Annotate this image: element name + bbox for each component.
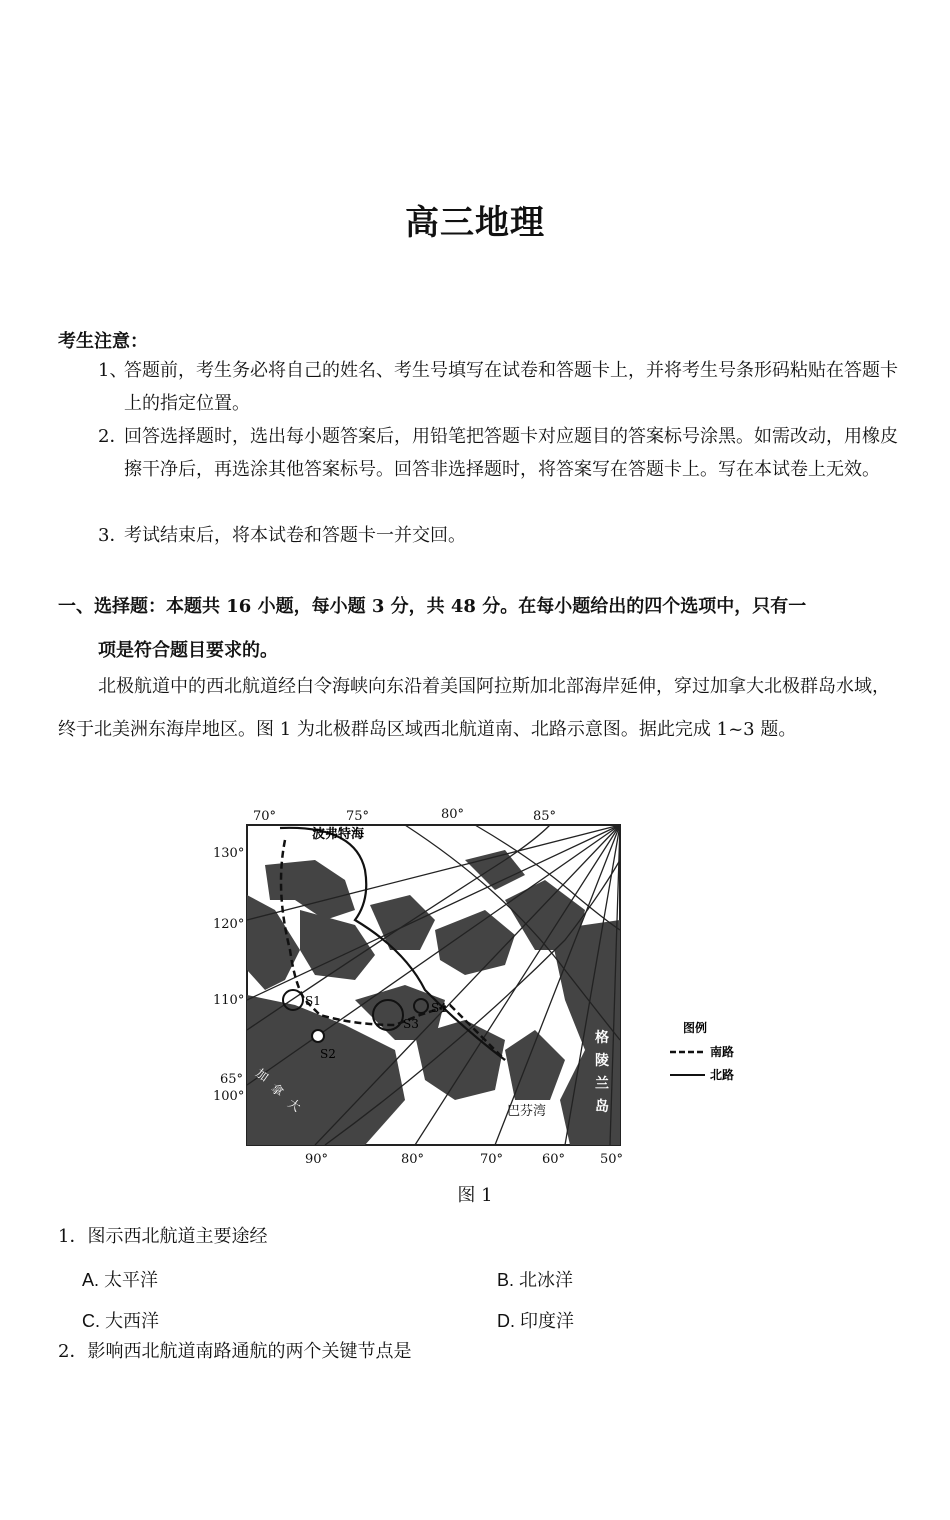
- svg-text:80°: 80°: [401, 1152, 425, 1167]
- notice-item-1: [98, 354, 898, 420]
- question-number: 2．: [58, 1341, 88, 1362]
- svg-text:100°: 100°: [213, 1089, 245, 1104]
- option-letter: C.: [82, 1311, 100, 1331]
- svg-text:80°: 80°: [441, 807, 465, 822]
- svg-text:60°: 60°: [542, 1152, 566, 1167]
- option-letter: D.: [497, 1311, 515, 1331]
- question-1-option-c[interactable]: [82, 1307, 159, 1333]
- question-1-option-d[interactable]: [497, 1307, 574, 1333]
- svg-text:85°: 85°: [533, 809, 557, 824]
- svg-text:陵: 陵: [595, 1053, 609, 1069]
- option-text: 北冰洋: [519, 1270, 574, 1291]
- svg-text:65°: 65°: [220, 1072, 244, 1087]
- map-legend: [670, 1020, 734, 1082]
- notice-item-text: 答题前，考生务必将自己的姓名、考生号填写在试卷和答题卡上，并将考生号条形码粘贴在答题卡上的指定位置。: [124, 360, 898, 414]
- option-letter: B.: [497, 1270, 515, 1290]
- svg-text:70°: 70°: [253, 809, 277, 824]
- svg-text:110°: 110°: [213, 993, 245, 1008]
- legend-title: 图例: [683, 1021, 708, 1035]
- svg-text:70°: 70°: [480, 1152, 504, 1167]
- notice-item-3: [98, 519, 898, 552]
- section-heading: [58, 585, 898, 673]
- section-heading-line-1: 一、选择题：本题共 16 小题，每小题 3 分，共 48 分。在每小题给出的四个选项中，只有一: [58, 596, 807, 617]
- svg-text:130°: 130°: [213, 846, 245, 861]
- node-label-s1: S1: [305, 994, 321, 1008]
- question-1-option-b[interactable]: [497, 1266, 573, 1292]
- notice-item-number: 1、: [98, 360, 128, 381]
- notice-heading: 考生注意：: [58, 331, 148, 352]
- notice-item-number: 2．: [98, 426, 128, 447]
- svg-text:120°: 120°: [213, 917, 245, 932]
- option-letter: A.: [82, 1270, 100, 1290]
- bay-label: 巴芬湾: [507, 1104, 547, 1119]
- svg-text:90°: 90°: [305, 1152, 329, 1167]
- svg-text:加: 加: [253, 1065, 272, 1085]
- svg-text:50°: 50°: [600, 1152, 624, 1167]
- node-label-s4: S4: [431, 1001, 447, 1015]
- svg-text:拿: 拿: [268, 1080, 287, 1100]
- intro-paragraph: 北极航道中的西北航道经白令海峡向东沿着美国阿拉斯加北部海岸延伸，穿过加拿大北极群岛水域，终于北美洲东海岸地区。图 1 为北极群岛区域西北航道南、北路示意图。据此完成 1~3 题。: [58, 676, 890, 740]
- legend-south-label: 南路: [710, 1045, 735, 1059]
- option-text: 印度洋: [520, 1311, 575, 1332]
- question-text: 图示西北航道主要途经: [87, 1226, 268, 1247]
- figure-1-map: [205, 800, 765, 1170]
- option-text: 太平洋: [104, 1270, 159, 1291]
- sea-label: 波弗特海: [312, 827, 365, 842]
- legend-north-label: 北路: [710, 1068, 735, 1082]
- svg-text:格: 格: [595, 1030, 609, 1046]
- bottom-tick-labels: [305, 1152, 623, 1167]
- question-2: [58, 1337, 411, 1363]
- notice-item-number: 3．: [98, 525, 128, 546]
- section-heading-line-2: 项是符合题目要求的。: [98, 640, 278, 661]
- top-tick-labels: [253, 807, 556, 824]
- option-text: 大西洋: [105, 1311, 160, 1332]
- question-1: [58, 1222, 267, 1248]
- svg-text:兰: 兰: [595, 1076, 609, 1092]
- question-text: 影响西北航道南路通航的两个关键节点是: [87, 1341, 412, 1362]
- left-tick-labels: [213, 846, 244, 1104]
- notice-item-2: [98, 420, 898, 486]
- page-title: 高三地理: [405, 203, 545, 243]
- svg-text:大: 大: [285, 1095, 304, 1115]
- node-label-s2: S2: [320, 1047, 336, 1061]
- svg-text:岛: 岛: [595, 1099, 609, 1115]
- node-s2-circle: [312, 1030, 324, 1042]
- question-1-option-a[interactable]: [82, 1266, 158, 1292]
- notice-item-text: 考试结束后，将本试卷和答题卡一并交回。: [124, 525, 466, 546]
- notice-item-text: 回答选择题时，选出每小题答案后，用铅笔把答题卡对应题目的答案标号涂黑。如需改动，用橡皮擦干净后，再选涂其他答案标号。回答非选择题时，将答案写在答题卡上。写在本试卷上无效。: [124, 426, 898, 480]
- figure-caption: 图 1: [457, 1185, 493, 1206]
- node-label-s3: S3: [403, 1017, 419, 1031]
- svg-text:75°: 75°: [346, 809, 370, 824]
- question-number: 1．: [58, 1226, 88, 1247]
